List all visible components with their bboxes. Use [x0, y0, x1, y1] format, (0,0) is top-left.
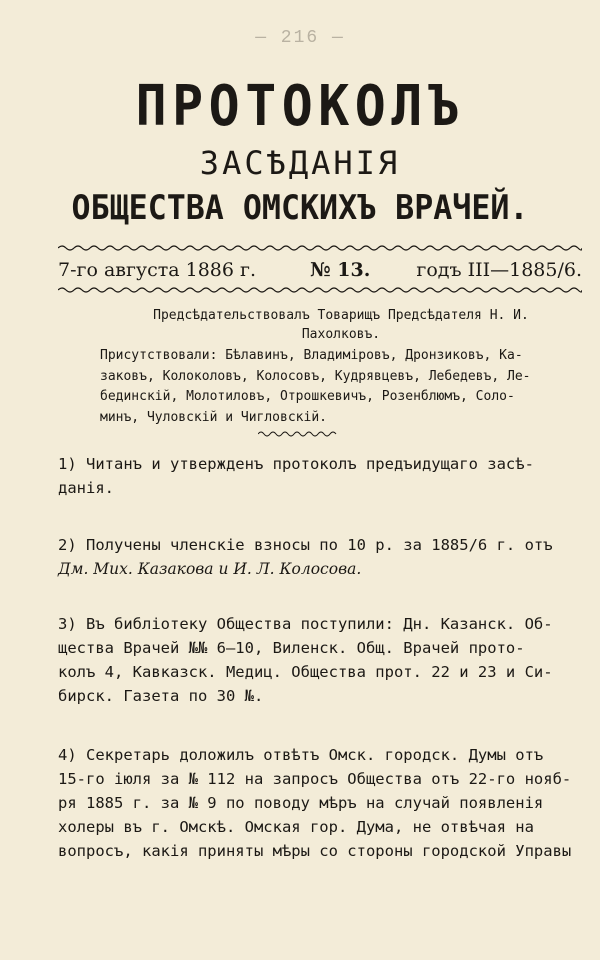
- page-number: — 216 —: [255, 28, 345, 48]
- society-year: годъ III—1885/6.: [416, 259, 582, 281]
- wavy-rule-top: [58, 244, 582, 252]
- wavy-rule-bottom: [58, 286, 582, 294]
- item-line-names: Дм. Мих. Казакова и И. Л. Колосова.: [58, 560, 362, 578]
- attendees-line: Присутствовали: Бѣлавинъ, Владиміровъ, Дронзиковъ, Ка-: [100, 348, 523, 363]
- agenda-item-3: [58, 612, 582, 708]
- item-line: щества Врачей №№ 6—10, Виленск. Общ. Врачей прото-: [58, 639, 525, 657]
- agenda-item-2: [58, 533, 582, 581]
- document-title: ПРОТОКОЛЪ: [135, 74, 465, 139]
- section-ornament: [258, 430, 338, 438]
- agenda-item-4: [58, 743, 582, 863]
- attendees-line: минъ, Чуловскій и Чигловскій.: [100, 409, 327, 425]
- document-subtitle: ЗАСѢДАНІЯ: [199, 144, 401, 182]
- item-line: холеры въ г. Омскѣ. Омская гор. Дума, не отвѣчая на: [58, 818, 534, 836]
- item-line: 1) Читанъ и утвержденъ протоколъ предъидущаго засѣ-: [58, 455, 534, 473]
- item-line: 2) Получены членскіе взносы по 10 р. за 1885/6 г. отъ: [58, 536, 553, 554]
- attendees-line: бединскій, Молотиловъ, Отрошкевичъ, Розенблюмъ, Соло-: [100, 389, 515, 404]
- item-line: 4) Секретарь доложилъ отвѣтъ Омск. городск. Думы отъ: [58, 746, 544, 764]
- item-line: вопросъ, какія приняты мѣры со стороны городской Управы: [58, 842, 572, 860]
- item-line: ря 1885 г. за № 9 по поводу мѣръ на случай появленія: [58, 794, 544, 812]
- agenda-item-1: [58, 452, 582, 500]
- item-line: 3) Въ библіотеку Общества поступили: Дн. Казанск. Об-: [58, 615, 553, 633]
- item-line: бирск. Газета по 30 №.: [58, 687, 264, 705]
- protocol-number: № 13.: [310, 259, 371, 281]
- chairman-line-2: Пахолковъ.: [301, 327, 381, 342]
- meeting-meta: [58, 259, 582, 285]
- meeting-date: 7-го августа 1886 г.: [58, 259, 257, 281]
- society-name: ОБЩЕСТВА ОМСКИХЪ ВРАЧЕЙ.: [71, 188, 529, 228]
- chairman-block: [100, 306, 582, 344]
- attendees-block: [100, 346, 584, 428]
- item-line: колъ 4, Кавказск. Медиц. Общества прот. 22 и 23 и Си-: [58, 663, 553, 681]
- attendees-line: заковъ, Колоколовъ, Колосовъ, Кудрявцевъ, Лебедевъ, Ле-: [100, 368, 531, 384]
- item-line: 15-го іюля за № 112 на запросъ Общества отъ 22-го нояб-: [58, 770, 572, 788]
- item-line: данія.: [58, 479, 114, 497]
- chairman-line-1: Предсѣдательствовалъ Товарищъ Предсѣдателя Н. И.: [153, 308, 529, 323]
